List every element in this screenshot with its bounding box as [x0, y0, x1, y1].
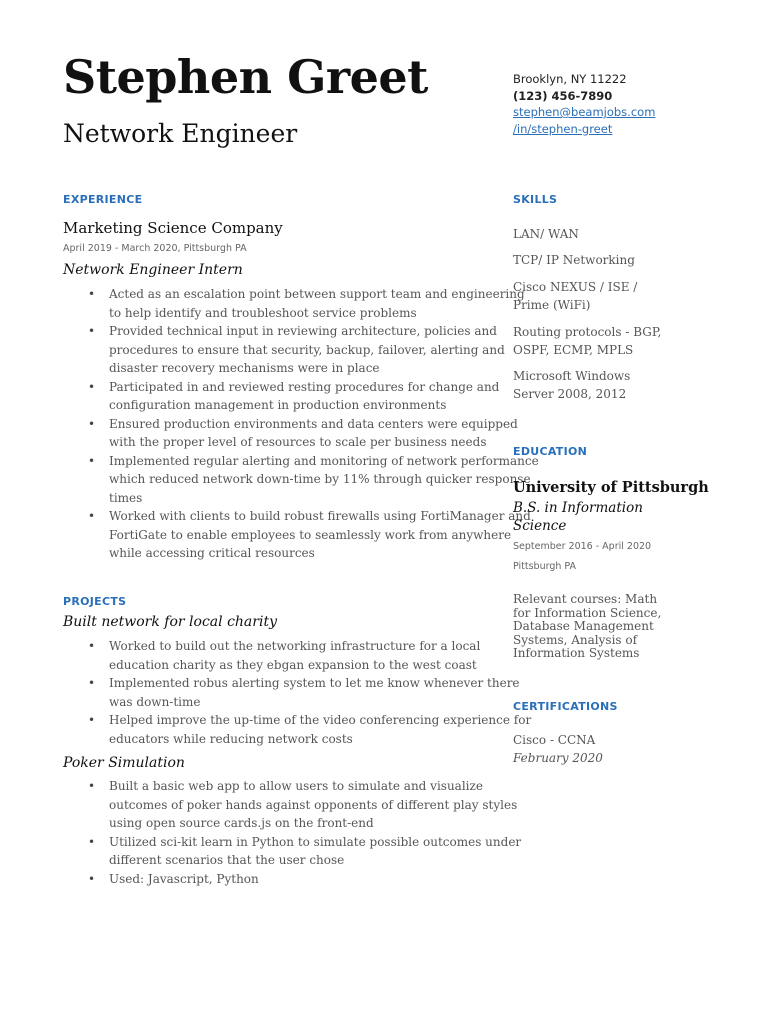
experience-section [63, 193, 483, 206]
list-item: • Ensured production environments and data centers were equipped with the proper level of resources to scale per business needs [109, 415, 539, 452]
skill-item: Microsoft Windows Server 2008, 2012 [513, 369, 631, 401]
skill-item: LAN/ WAN [513, 227, 579, 241]
education-dates: September 2016 - April 2020 [513, 541, 652, 552]
degree-name: B.S. in Information Science [513, 500, 643, 534]
phone-text: (123) 456-7890 [513, 88, 613, 103]
skill-item: Cisco NEXUS / ISE / Prime (WiFi) [513, 280, 638, 312]
projects-section [63, 595, 483, 608]
list-item: • Worked to build out the networking infrastructure for a local education charity as they ebgan expansion to the west coast [109, 637, 539, 674]
list-item: • Acted as an escalation point between support team and engineering to help identify and troubleshoot service problems [109, 285, 539, 322]
company-name: Marketing Science Company [63, 219, 283, 237]
list-item: • Implemented robus alerting system to let me know whenever there was down-time [109, 674, 539, 711]
list-item: • Helped improve the up-time of the video conferencing experience for educators while reducing network costs [109, 711, 539, 748]
linkedin-link[interactable]: /in/stephen-greet [513, 121, 613, 136]
education-location: Pittsburgh PA [513, 561, 577, 572]
certifications-heading: CERTIFICATIONS [513, 700, 618, 713]
project-bullets [63, 777, 539, 888]
school-name: University of Pittsburgh [513, 479, 709, 496]
certifications-section [513, 700, 713, 713]
projects-heading: PROJECTS [63, 595, 127, 608]
location-text: Brooklyn, NY 11222 [513, 72, 627, 86]
list-item: • Utilized sci-kit learn in Python to simulate possible outcomes under different scenarios that the user chose [109, 833, 539, 870]
role-title: Network Engineer Intern [63, 262, 243, 278]
skills-heading: SKILLS [513, 193, 558, 206]
education-heading: EDUCATION [513, 445, 588, 458]
project-bullets [63, 637, 539, 748]
list-item: • Participated in and reviewed resting procedures for change and configuration management in production environments [109, 378, 539, 415]
contact-block [513, 71, 655, 137]
education-section [513, 445, 713, 458]
certification-name: Cisco - CCNA [513, 733, 596, 747]
certification-date: February 2020 [513, 751, 603, 765]
job-title: Network Engineer [63, 119, 298, 148]
project-title: Built network for local charity [63, 614, 277, 630]
email-link[interactable]: stephen@beamjobs.com [513, 105, 656, 119]
list-item: • Worked with clients to build robust firewalls using FortiManager and FortiGate to enable employees to seamlessly work from anywhere while accessing critical resources [109, 507, 539, 563]
candidate-name: Stephen Greet [63, 50, 428, 104]
skill-item: Routing protocols - BGP, OSPF, ECMP, MPLS [513, 325, 662, 357]
list-item: • Provided technical input in reviewing architecture, policies and procedures to ensure that security, backup, failover, alerting and disaster recovery mechanisms were in place [109, 322, 539, 378]
skills-section [513, 193, 713, 206]
project-title: Poker Simulation [63, 755, 185, 771]
experience-heading: EXPERIENCE [63, 193, 143, 206]
list-item: • Implemented regular alerting and monitoring of network performance which reduced network down-time by 11% through quicker response times [109, 452, 539, 508]
list-item: • Built a basic web app to allow users to simulate and visualize outcomes of poker hands against opponents of different play styles using open source cards.js on the front-end [109, 777, 539, 833]
list-item: • Used: Javascript, Python [109, 870, 539, 889]
relevant-courses: Relevant courses: Math for Information Science, Database Management Systems, Analysis of Information Systems [513, 592, 662, 660]
skill-item: TCP/ IP Networking [513, 253, 635, 267]
experience-dates: April 2019 - March 2020, Pittsburgh PA [63, 243, 247, 254]
experience-bullets [63, 285, 539, 563]
